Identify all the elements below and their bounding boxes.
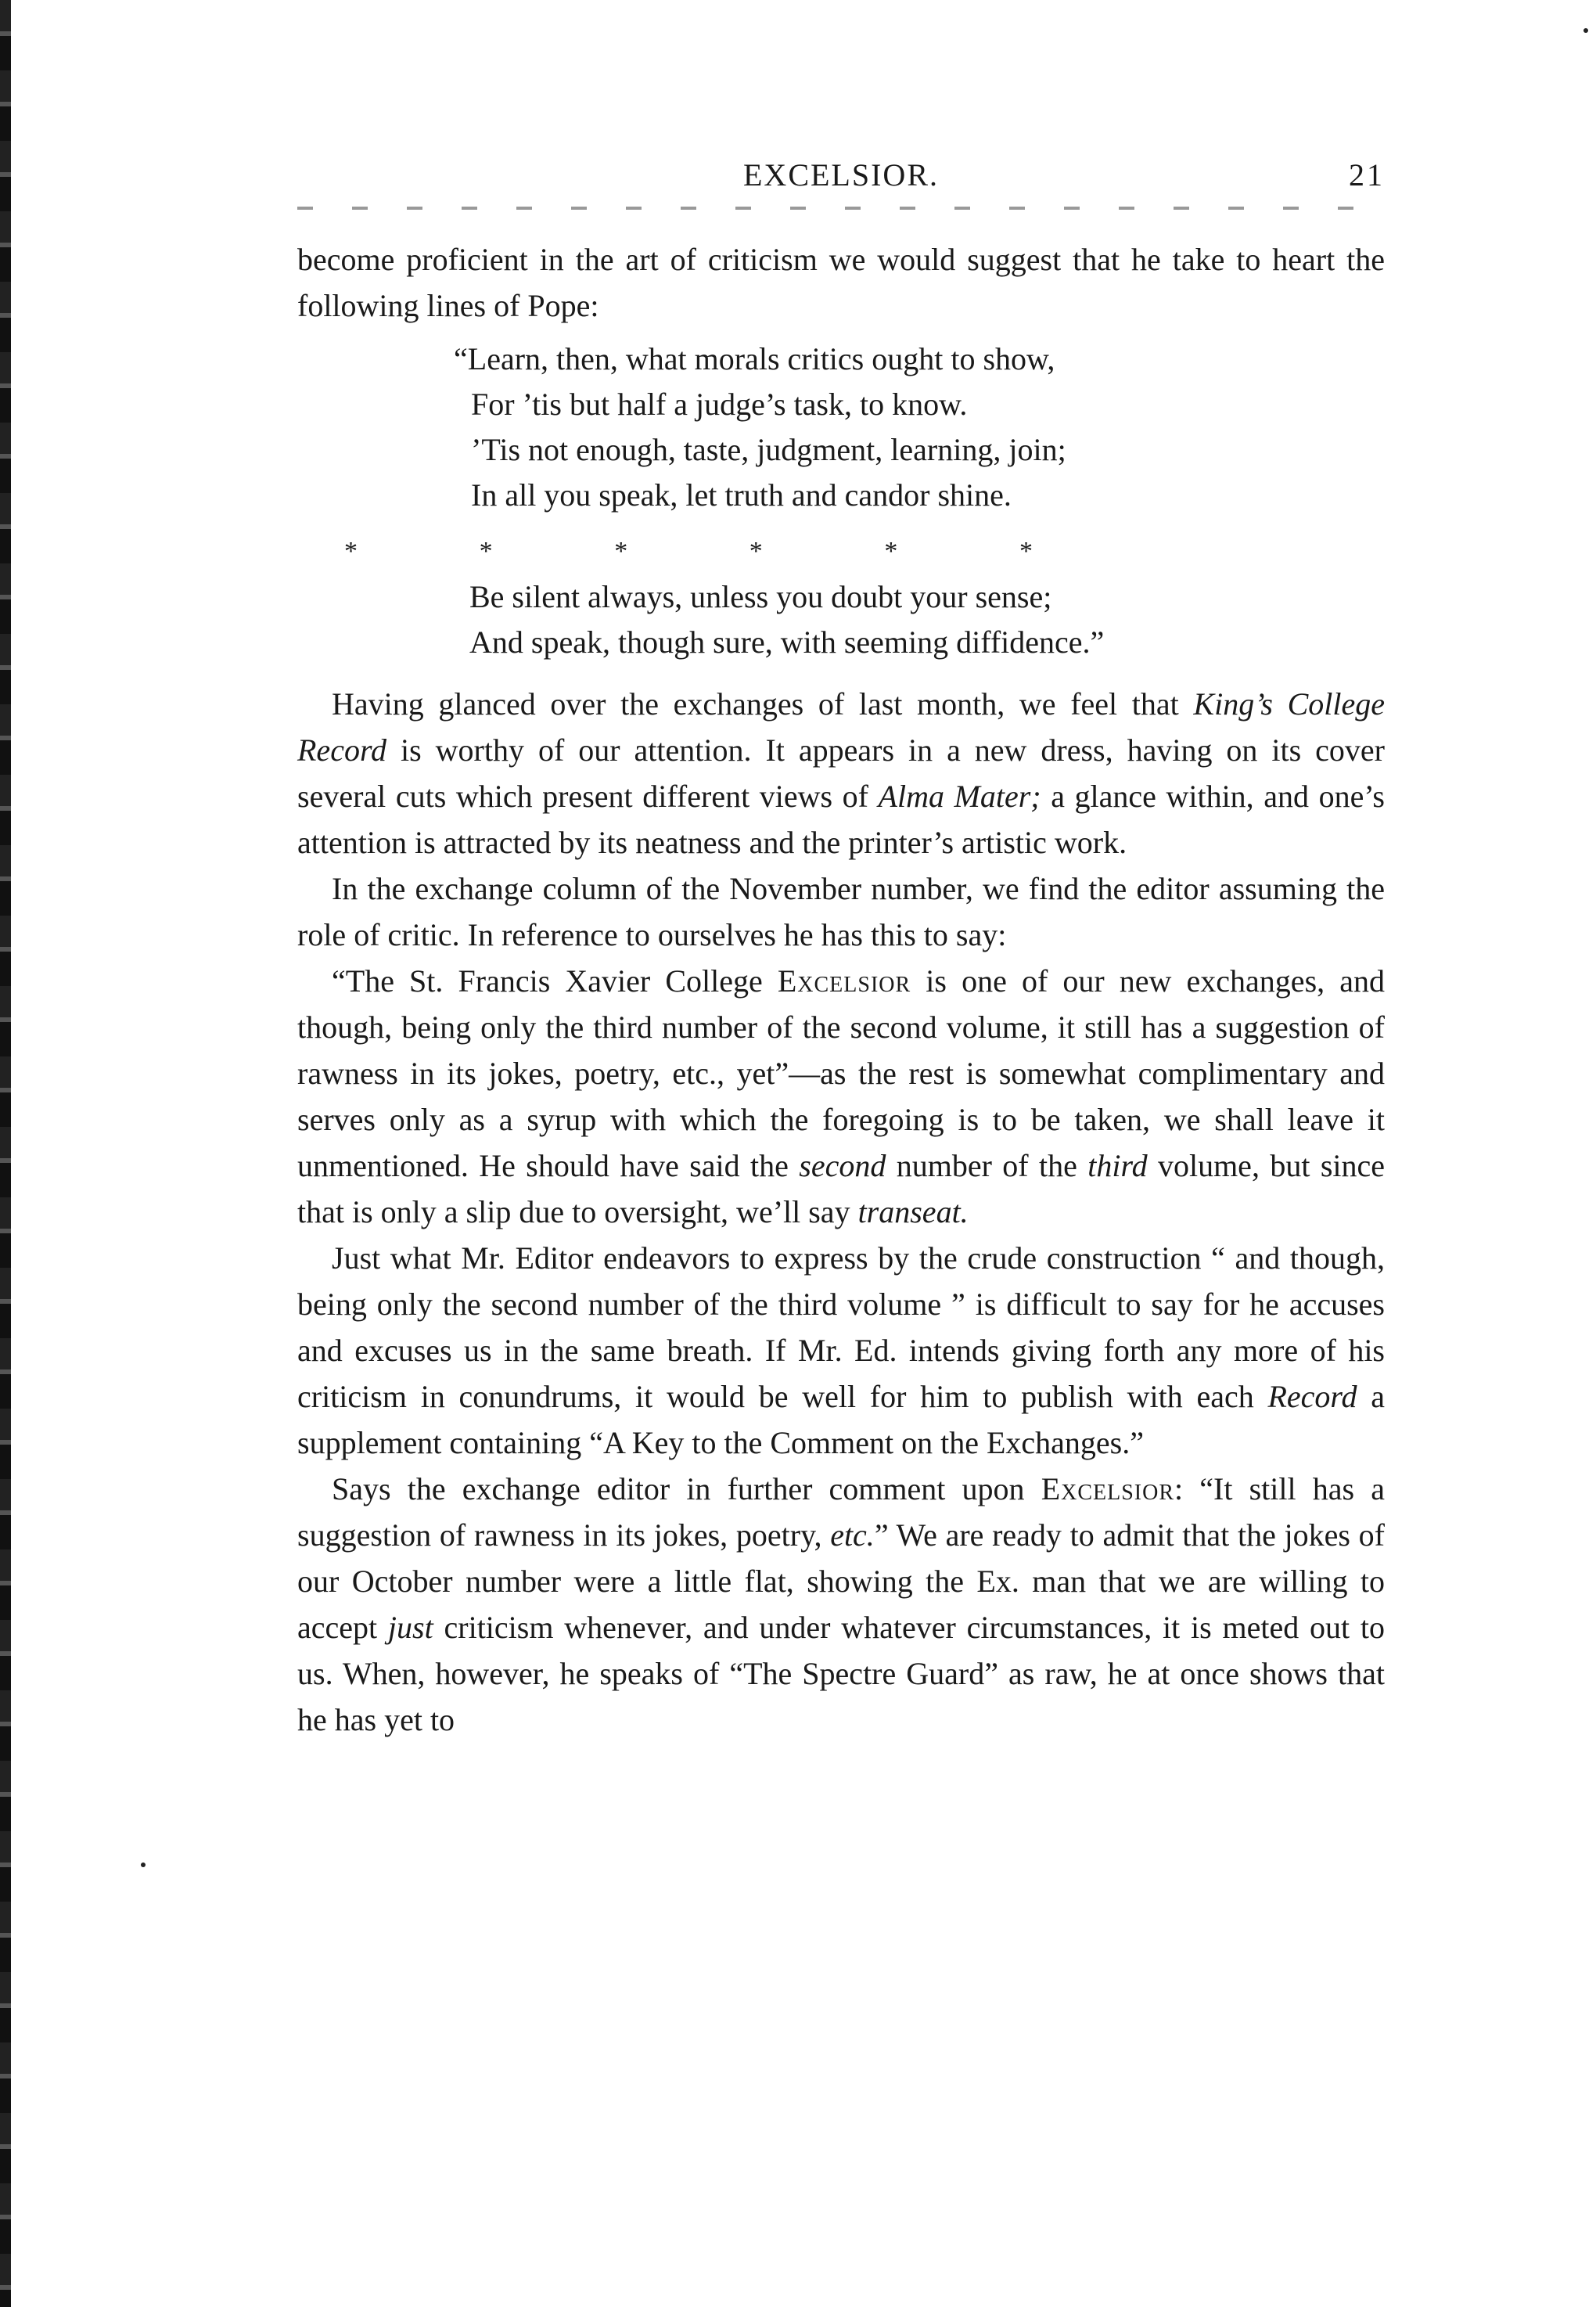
header-rule: [297, 207, 1385, 210]
text-run: a glance within, and one’s attention is attracted by its neatness and the printer’s artistic work.: [297, 779, 1385, 860]
poem-line: In all you speak, let truth and candor shine.: [471, 477, 1012, 513]
text-run: is one of our new exchanges, and though, being only the third number of the second volume, it still has a suggestion of rawness in its jokes, poetry, etc., yet”—as the rest is somewhat complimentary and serves only as a syrup with which the foregoing is to be taken, we shall leave it unmentioned. He should have said the: [297, 963, 1385, 1183]
margin-speck: [141, 1863, 146, 1867]
page-header: [297, 157, 1385, 203]
intro-paragraph: [297, 236, 1385, 329]
paragraph-exchange-column: In the exchange column of the November number, we find the editor assuming the role of critic. In reference to ourselves he has this to say:: [297, 871, 1385, 952]
poem-line: “Learn, then, what morals critics ought to show,: [454, 341, 1055, 376]
italic-word: transeat.: [857, 1194, 969, 1229]
ellipsis-stars: [297, 529, 1033, 574]
text-run: number of the: [886, 1148, 1088, 1183]
poem-line: ’Tis not enough, taste, judgment, learning, join;: [471, 432, 1066, 467]
publication-name: Excelsior: [777, 963, 911, 999]
running-head: EXCELSIOR.: [743, 157, 939, 193]
text-run: Having glanced over the exchanges of last month, we feel that: [332, 686, 1194, 722]
star: *: [1019, 537, 1033, 566]
poem-line: For ’tis but half a judge’s task, to know.: [471, 387, 968, 422]
publication-title: Record: [1267, 1379, 1357, 1414]
text-run: ” We are ready to admit that the jokes of our October number were a little flat, showing the Ex. man that we are willing to accept: [297, 1517, 1385, 1645]
text-run: “The St. Francis Xavier College: [332, 963, 778, 999]
margin-speck: [1583, 28, 1588, 33]
intro-line-2: he take to heart the following lines of Pope:: [297, 242, 1386, 323]
star: *: [614, 537, 628, 566]
page-number: 21: [1349, 157, 1385, 193]
text-run: Just what Mr. Editor endeavors to express by the crude construction “ and though, being only the second number of the third volume ” is difficult to say for he accuses and excuses us in the same breath. If Mr. Ed. intends giving forth any more of his criticism in conundrums, it would be well for him to publish with each: [297, 1240, 1385, 1414]
text-run: : “It still has a suggestion of rawness in its jokes, poetry,: [297, 1471, 1385, 1553]
text-run: Says the exchange editor in further comment upon: [332, 1471, 1041, 1506]
text-run: volume, but since that is only a slip due to oversight, we’ll say: [297, 1148, 1386, 1229]
italic-word: second: [799, 1148, 886, 1183]
star: *: [344, 537, 358, 566]
paragraph-further-comment: [297, 1466, 1385, 1743]
poem-quotation: [454, 337, 1385, 518]
italic-word: just: [387, 1610, 433, 1645]
publication-name: Excelsior: [1041, 1471, 1175, 1506]
paragraph-mr-editor: [297, 1235, 1385, 1466]
text-run: criticism whenever, and under whatever circumstances, it is meted out to us. When, however, he speaks of “The Spectre Guard” as raw, he at once shows that he has yet to: [297, 1610, 1385, 1737]
paragraph-kings-college: [297, 681, 1385, 866]
paragraph-quote: [297, 958, 1385, 1235]
italic-word: third: [1087, 1148, 1148, 1183]
italic-phrase: Alma Mater;: [878, 779, 1041, 814]
star: *: [884, 537, 898, 566]
book-spine-edge: [0, 0, 11, 2307]
text-run: is worthy of our attention. It appears in a new dress, having on its cover several cuts which present different views of: [297, 732, 1385, 814]
star: *: [479, 537, 493, 566]
intro-line-1: become proficient in the art of criticism we would suggest that: [297, 242, 1120, 277]
star: *: [749, 537, 763, 566]
text-run: a supplement containing “A Key to the Comment on the Exchanges.”: [297, 1379, 1385, 1460]
poem-line: Be silent always, unless you doubt your sense;: [469, 579, 1052, 614]
publication-title: King’s College Record: [297, 686, 1386, 768]
poem-line: And speak, though sure, with seeming diffidence.”: [469, 624, 1105, 660]
page-content: [297, 157, 1385, 1743]
italic-word: etc.: [830, 1517, 875, 1553]
poem-quotation-continued: [469, 574, 1385, 665]
